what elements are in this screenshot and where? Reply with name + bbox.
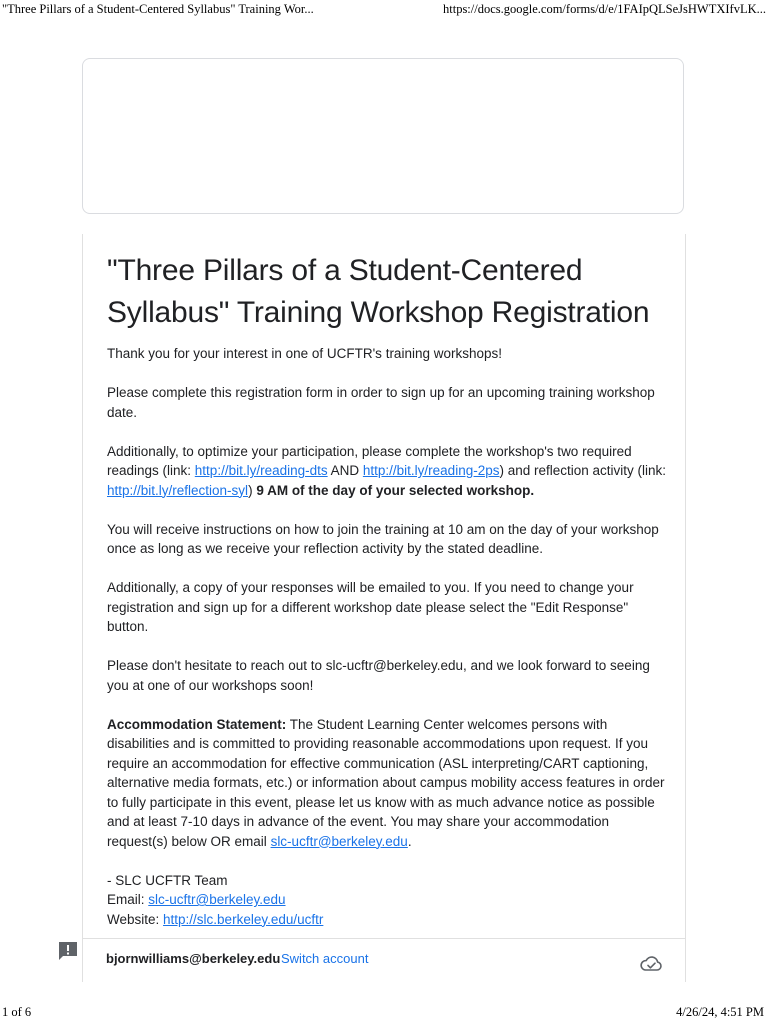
signature-team: - SLC UCFTR Team: [107, 872, 228, 888]
accommodation-email-link[interactable]: slc-ucftr@berkeley.edu: [270, 833, 408, 849]
deadline-text: 9 AM of the day of your selected workshop.: [256, 482, 535, 498]
readings-text-4: ): [248, 482, 257, 498]
account-bar: [83, 938, 685, 982]
accommodation-text: The Student Learning Center welcomes persons with disabilities and is committed to providing reasonable accommodations upon request. If you require an accommodation for effective communication (ASL interpreting/CART captioning, alternative media formats, etc.) or information about campus mobility access features in order to fully participate in this event, please let us know with as much advance notice as possible and at least 7-10 days in advance of the event. You may share your accommodation request(s) below OR email: [107, 716, 665, 849]
print-date: 4/26/24, 4:51 PM: [676, 1005, 764, 1019]
print-page-title: "Three Pillars of a Student-Centered Syllabus" Training Wor...: [2, 2, 314, 16]
accommodation-end: .: [407, 833, 412, 849]
signature-website-label: Website:: [107, 911, 164, 927]
intro-paragraph: Thank you for your interest in one of UCFTR's training workshops!: [107, 346, 502, 361]
form-description: [107, 344, 667, 929]
reflection-syl-link[interactable]: http://bit.ly/reflection-syl: [107, 482, 249, 498]
signature-email-link[interactable]: slc-ucftr@berkeley.edu: [148, 892, 286, 907]
cloud-saved-icon: [639, 953, 663, 973]
instructions-paragraph: You will receive instructions on how to join the training at 10 am on the day of your workshop once as long as we receive your reflection activity by the stated deadline.: [107, 521, 659, 556]
readings-text-3: ) and reflection activity (link:: [499, 463, 667, 478]
print-header: [0, 0, 768, 20]
accommodation-label: Accommodation Statement:: [107, 716, 287, 732]
signature-website-link[interactable]: http://slc.berkeley.edu/ucftr: [163, 911, 324, 927]
readings-paragraph: [107, 442, 667, 501]
switch-account-link[interactable]: Switch account: [281, 951, 369, 966]
header-banner-card: [82, 58, 684, 214]
reading-2ps-link[interactable]: http://bit.ly/reading-2ps: [362, 463, 500, 478]
reading-dts-link[interactable]: http://bit.ly/reading-dts: [194, 463, 328, 478]
signature-email-line: [107, 890, 667, 910]
readings-text-1: Additionally, to optimize your participation, please complete the workshop's two required readings (link:: [107, 443, 632, 478]
form-description-card: [82, 234, 686, 982]
registration-paragraph: Please complete this registration form in order to sign up for an upcoming training workshop date.: [107, 385, 655, 420]
contact-paragraph: Please don't hesitate to reach out to slc-ucftr@berkeley.edu, and we look forward to seeing you at one of our workshops soon!: [107, 658, 650, 693]
readings-text-2: AND: [327, 463, 363, 478]
copy-responses-paragraph: Additionally, a copy of your responses will be emailed to you. If you need to change your registration and sign up for a different workshop date please select the "Edit Response" button.: [107, 580, 634, 634]
signature-email-label: Email:: [107, 892, 149, 907]
print-footer: [0, 1002, 768, 1024]
page-number: 1 of 6: [2, 1005, 32, 1019]
report-feedback-icon[interactable]: [57, 940, 79, 962]
accommodation-paragraph: [107, 715, 667, 852]
print-page-url: https://docs.google.com/forms/d/e/1FAIpQLSeJsHWTXIfvLK...: [443, 2, 766, 16]
form-title: "Three Pillars of a Student-Centered Syllabus" Training Workshop Registration: [107, 254, 650, 329]
signature-website-line: [107, 910, 667, 930]
account-email: bjornwilliams@berkeley.edu: [106, 951, 281, 966]
